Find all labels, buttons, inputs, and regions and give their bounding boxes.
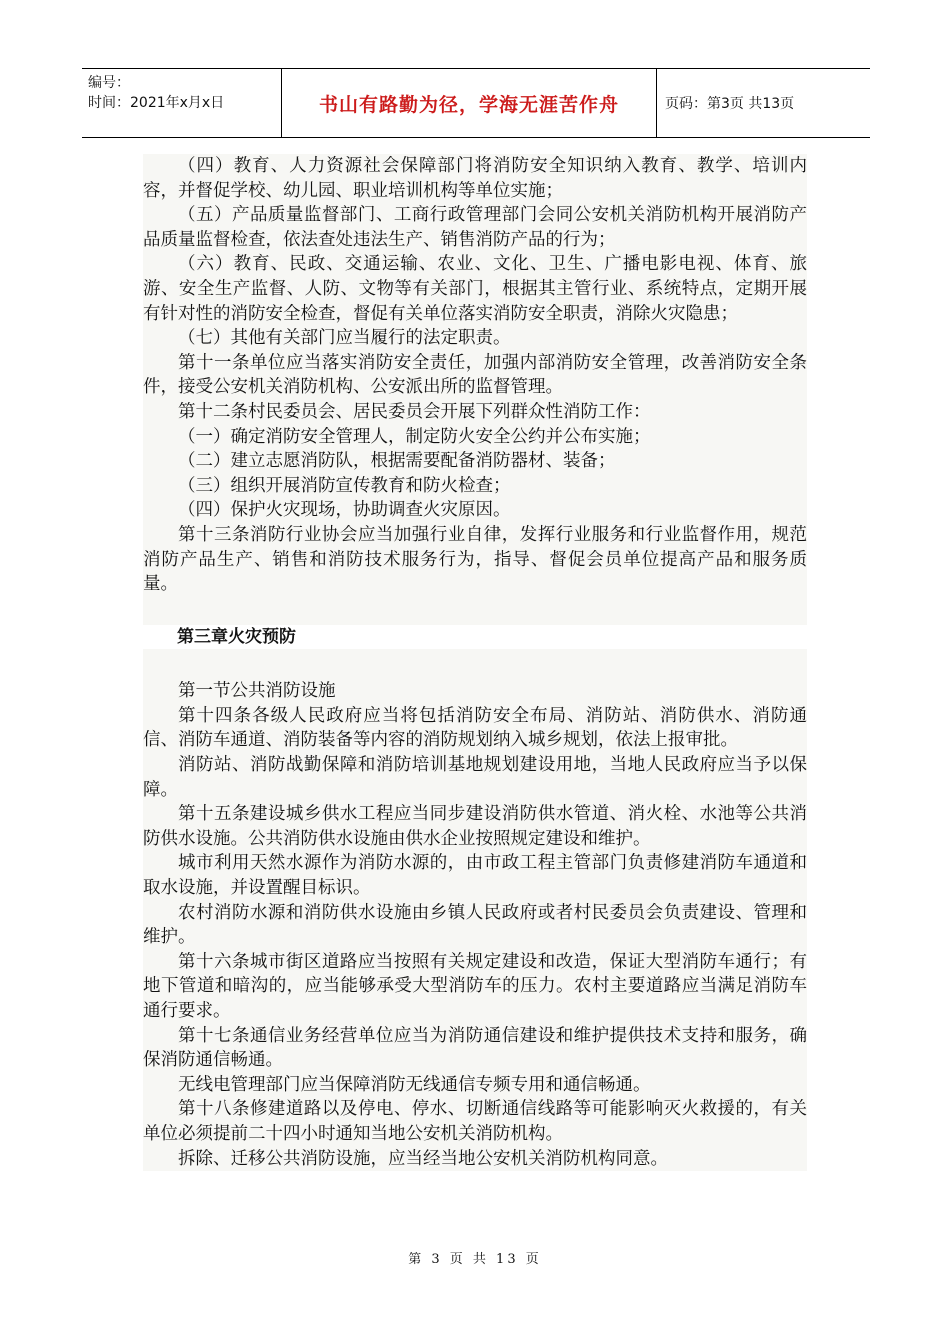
- paragraph: 农村消防水源和消防供水设施由乡镇人民政府或者村民委员会负责建设、管理和维护。: [143, 902, 807, 948]
- paragraph: （五）产品质量监督部门、工商行政管理部门会同公安机关消防机构开展消防产品质量监督检查，依法查处违法生产、销售消防产品的行为；: [143, 205, 807, 250]
- header-meta: [82, 69, 282, 137]
- paragraph: 拆除、迁移公共消防设施，应当经当地公安机关消防机构同意。: [178, 1148, 668, 1169]
- paragraph: 城市利用天然水源作为消防水源的，由市政工程主管部门负责修建消防车通道和取水设施，并设置醒目标识。: [143, 853, 807, 899]
- paragraph: 第十八条修建道路以及停电、停水、切断通信线路等可能影响灭火救援的，有关单位必须提前二十四小时通知当地公安机关消防机构。: [143, 1099, 807, 1144]
- paragraph: 第十七条通信业务经营单位应当为消防通信建设和维护提供技术支持和服务，确保消防通信畅通。: [143, 1025, 807, 1071]
- spacer: [143, 655, 807, 679]
- paragraph: （七）其他有关部门应当履行的法定职责。: [178, 328, 511, 349]
- spacer: [143, 597, 807, 621]
- document-body: [143, 154, 807, 1171]
- chapter-title: 第三章火灾预防: [143, 625, 807, 650]
- paragraph: （六）教育、民政、交通运输、农业、文化、卫生、广播电影电视、体育、旅游、安全生产监督、人防、文物等有关部门，根据其主管行业、系统特点，定期开展有针对性的消防安全检查，督促有关单位落实消防安全职责，消除火灾隐患；: [143, 254, 807, 324]
- header-motto: 书山有路勤为径，学海无涯苦作舟: [282, 69, 657, 137]
- section-title: 第一节公共消防设施: [178, 681, 336, 702]
- paragraph: 第十二条村民委员会、居民委员会开展下列群众性消防工作：: [178, 401, 651, 422]
- paragraph: 消防站、消防战勤保障和消防培训基地规划建设用地，当地人民政府应当予以保障。: [143, 755, 807, 800]
- paragraph: 第十四条各级人民政府应当将包括消防安全布局、消防站、消防供水、消防通信、消防车通道、消防装备等内容的消防规划纳入城乡规划，依法上报审批。: [143, 705, 807, 751]
- paragraph: 第十一条单位应当落实消防安全责任，加强内部消防安全管理，改善消防安全条件，接受公安机关消防机构、公安派出所的监督管理。: [143, 352, 807, 398]
- paragraph: 第十六条城市街区道路应当按照有关规定建设和改造，保证大型消防车通行；有地下管道和暗沟的，应当能够承受大型消防车的压力。农村主要道路应当满足消防车通行要求。: [143, 951, 807, 1021]
- time-label: 时间：2021年x月x日: [88, 95, 225, 111]
- paragraph: 第十三条消防行业协会应当加强行业自律，发挥行业服务和行业监督作用，规范消防产品生产、销售和消防技术服务行为，指导、督促会员单位提高产品和服务质量。: [143, 524, 807, 595]
- page-footer: 第 3 页 共 13 页: [408, 1252, 542, 1267]
- paragraph: （四）保护火灾现场，协助调查火灾原因。: [178, 500, 511, 521]
- number-label: 编号：: [88, 75, 130, 91]
- header-page-info: 页码：第3页 共13页: [665, 96, 795, 112]
- paragraph: 无线电管理部门应当保障消防无线通信专频专用和通信畅通。: [178, 1074, 651, 1095]
- paragraph: （三）组织开展消防宣传教育和防火检查；: [178, 475, 511, 496]
- paragraph: 第十五条建设城乡供水工程应当同步建设消防供水管道、消火栓、水池等公共消防供水设施。公共消防供水设施由供水企业按照规定建设和维护。: [143, 804, 807, 849]
- page-header: [82, 68, 870, 138]
- paragraph: （一）确定消防安全管理人，制定防火安全公约并公布实施；: [178, 426, 651, 447]
- paragraph: （四）教育、人力资源社会保障部门将消防安全知识纳入教育、教学、培训内容，并督促学校、幼儿园、职业培训机构等单位实施；: [143, 156, 807, 201]
- paragraph: （二）建立志愿消防队，根据需要配备消防器材、装备；: [178, 451, 616, 472]
